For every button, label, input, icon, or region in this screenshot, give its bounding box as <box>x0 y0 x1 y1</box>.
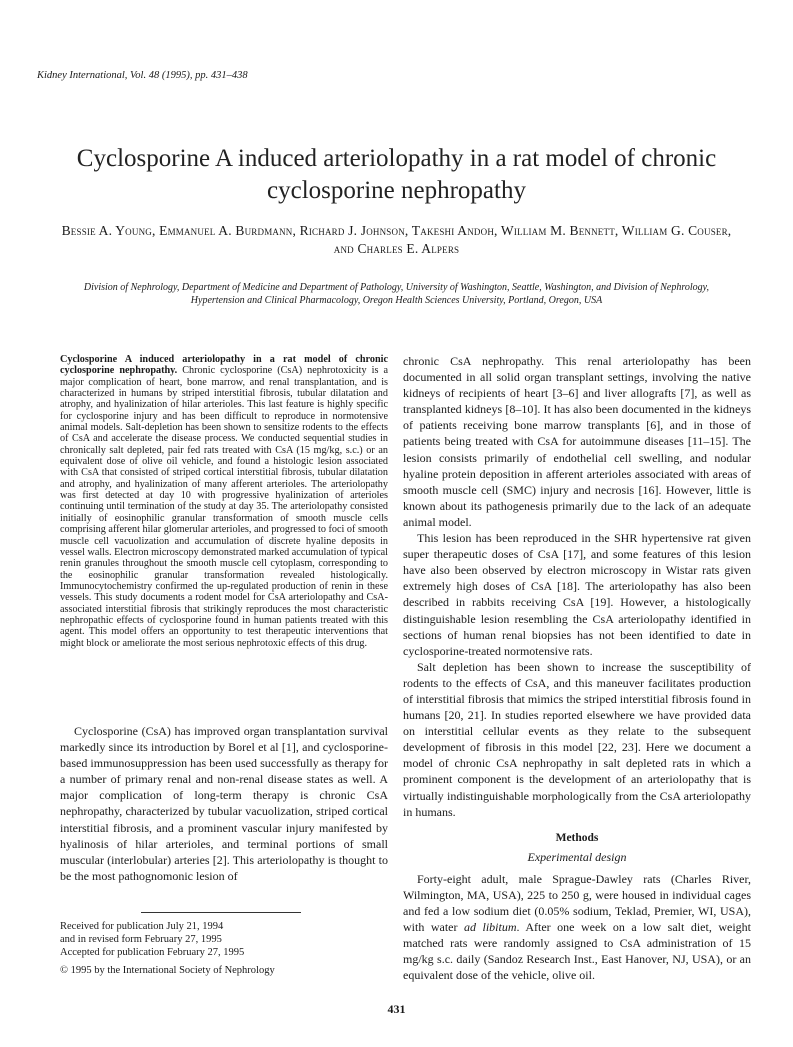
revised-date: and in revised form February 27, 1995 <box>60 934 222 945</box>
body-paragraph-3: Salt depletion has been shown to increase the susceptibility of rodents to the effects of CsA, and this maneuver facilitates production of interstitial fibrosis that mimics the striped interstitial fibrosis found in humans [20, 21]. In studies reported elsewhere we have provided data on interstitial cellular events as they relate to the subsequent development of fibrosis in this model [22, 23]. Here we document a model of chronic CsA nephropathy in salt depleted rats in which a prominent component is the development of an arteriolopathy that is virtually indistinguishable morphologically from the CsA arteriolopathy in humans. <box>403 659 751 819</box>
copyright: © 1995 by the International Society of Nephrology <box>60 965 275 976</box>
body-paragraph-1: chronic CsA nephropathy. This renal arteriolopathy has been documented in all solid organ transplant settings, involving the native kidneys of recipients of heart [3–6] and liver allografts [7], as well as transplanted kidneys [8–10]. It has also been documented in the kidneys of patients receiving bone marrow transplants [6], and in those of patients being treated with CsA for autoimmune diseases [11–15]. The lesion consists primarily of endothelial cell swelling, and nodular hyaline protein deposition in afferent arterioles associated with areas of smooth muscle cell (SMC) injury and necrosis [16]. However, little is known about its pathogenesis primarily due to the lack of an adequate animal model. <box>403 354 751 529</box>
footnote <box>60 920 388 977</box>
received-date: Received for publication July 21, 1994 <box>60 921 224 932</box>
abstract-lead: Cyclosporine A induced arteriolopathy in a rat model of chronic cyclosporine nephropathy. <box>60 354 388 377</box>
experimental-design-heading: Experimental design <box>527 849 627 864</box>
author-list: Bessie A. Young, Emmanuel A. Burdmann, Richard J. Johnson, Takeshi Andoh, William M. Bennett, William G. Couser, and Charles E. Alpers <box>61 223 732 256</box>
affiliation: Division of Nephrology, Department of Medicine and Department of Pathology, University of Washington, Seattle, Washington, and Division of Nephrology, Hypertension and Clinical Pharmacology, Oregon Health Sciences University, Portland, Oregon, USA <box>83 282 710 306</box>
footnote-rule <box>141 912 301 913</box>
methods-text-a: Forty-eight adult, male Sprague-Dawley rats (Charles River, Wilmington, MA, USA), 225 to 250 g, were housed in individual cages and fed a low sodium diet (0.05% sodium, Teklad, Premier, WI, USA), with water <box>403 871 751 934</box>
journal-citation: Kidney International, Vol. 48 (1995), pp. 431–438 <box>37 70 248 81</box>
methods-text-b: . After one week on a low salt diet, weight matched rats were randomly assigned to CsA administration of 15 mg/kg s.c. daily (Sandoz Research Inst., East Hanover, NJ, USA), or an equivalent dose of the vehicle, olive oil. <box>403 920 751 983</box>
abstract-text: Chronic cyclosporine (CsA) nephrotoxicity is a major complication of heart, bone marrow, and renal transplantation, and is characterized in humans by striped interstitial fibrosis, tubular dilatation and atrophy, and hyalinization of hilar arterioles. This last feature is highly specific for cyclosporine injury and has been difficult to reproduce in normotensive animal models. Salt-depletion has been shown to sensitize rodents to the effects of CsA and accelerate the disease process. We conducted sequential studies in chronically salt depleted, pair fed rats treated with CsA (15 mg/kg, s.c.) or an equivalent dose of olive oil vehicle, and found a histologic lesion associated with CsA that consisted of striped cortical interstitial fibrosis, tubular dilatation and atrophy, and hyalinization of many afferent arterioles. The arteriolopathy was first detected at day 10 with progressive hyalinization of arterioles continuing until termination of the study at day 35. The arteriolopathy consisted initially of eosinophilic granular transformation of smooth muscle cells comprising afferent hilar glomerular arterioles, and progressed to foci of smooth muscle cell vacuolization and accumulation of discrete hyaline deposits in vessel walls. Electron microscopy demonstrated marked accumulation of typical renin granules throughout the smooth muscle cell cytoplasm, corresponding to the eosinophilic granular transformation revealed histologically. Immunocytochemistry confirmed the up-regulated production of renin in these vessels. This study documents a rodent model for CsA arteriolopathy and CsA-associated interstitial fibrosis that strikingly reproduces the most characteristic nephropathic effects of cyclosporine found in human patients treated with this agent. This model offers an opportunity to test therapeutic interventions that might block or ameliorate the most serious nephrotoxic effects of this drug. <box>60 365 388 649</box>
left-column <box>60 723 388 884</box>
body-paragraph-2: This lesion has been reproduced in the SHR hypertensive rat given super therapeutic doses of CsA [17], and some features of this lesion have also been observed by electron microscopy in Wistar rats given extremely high doses of CsA [18]. The arteriolopathy has also been described in rabbits receiving CsA [19]. However, a histologically distinguishable lesion resembling the CsA arteriolopathy identified in sections of human renal biopsies has not been identified to date in cyclosporine-treated normotensive rats. <box>403 531 751 658</box>
abstract <box>60 354 388 649</box>
accepted-date: Accepted for publication February 27, 1995 <box>60 947 245 958</box>
article-title: Cyclosporine A induced arteriolopathy in a rat model of chronic cyclosporine nephropathy <box>76 145 717 204</box>
page-number: 431 <box>387 1002 406 1016</box>
methods-heading: Methods <box>555 831 599 844</box>
methods-paragraph <box>403 871 751 984</box>
intro-paragraph: Cyclosporine (CsA) has improved organ transplantation survival markedly since its introduction by Borel et al [1], and cyclosporine-based immunosuppression has been used successfully as therapy for a number of primary renal and non-renal disease states as well. A major complication of long-term therapy is chronic CsA nephropathy, characterized by tubular vacuolization, striped cortical interstitial fibrosis, and a prominent vascular injury manifested by hyalinosis of hilar arterioles, and terminal portions of small muscular (interlobular) arteries [2]. This arteriolopathy is thought to be the most pathognomonic lesion of <box>60 724 388 883</box>
methods-italic: ad libitum <box>464 920 517 934</box>
right-column <box>403 353 751 983</box>
